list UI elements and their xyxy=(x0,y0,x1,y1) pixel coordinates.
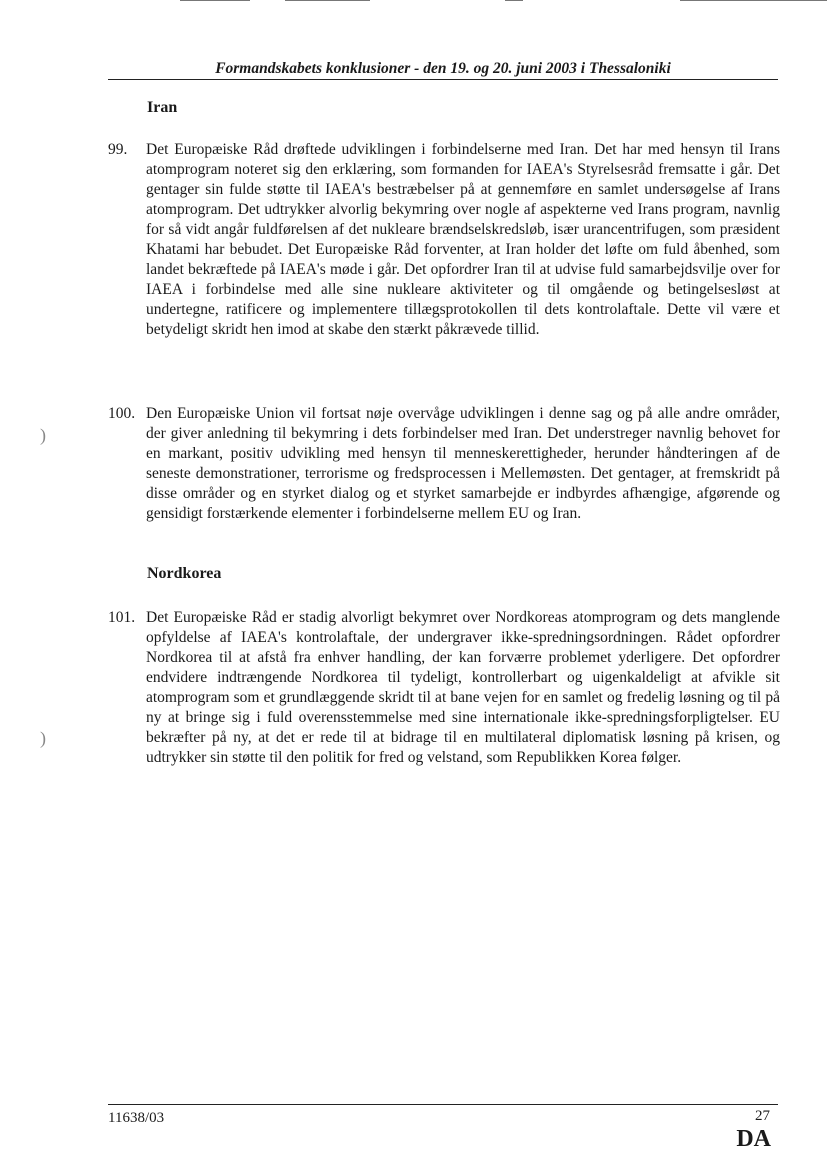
language-code: DA xyxy=(736,1126,771,1152)
document-reference: 11638/03 xyxy=(108,1110,165,1126)
paragraph-text: Det Europæiske Råd drøftede udviklingen i forbindelserne med Iran. Det har med hensyn til Irans atomprogram noteret sig den erklæring, som formanden for IAEA's Styrelsesråd fremsatte i går. Det gentager sin fulde støtte til IAEA's bestræbelser på at gennemføre en samlet undersøgelse af Irans atomprogram. Det udtrykker alvorlig bekymring over nogle af aspekterne ved Irans program, navnlig for så vidt angår fuldførelsen af det nukleare brændselskredsløb, især urancentrifugen, som præsident Khatami har bebudet. Det Europæiske Råd forventer, at Iran holder det løfte om fuld åbenhed, som landet bekræftede på IAEA's møde i går. Det opfordrer Iran til at udvise fuld samarbejdsvilje over for IAEA i forbindelse med alle sine nukleare aktiviteter og til omgående og betingelsesløst at undertegne, ratificere og implementere tillægsprotokollen til dets kontrolaftale. Dette vil være et betydeligt skridt hen imod at skabe den stærkt påkrævede tillid. xyxy=(146,141,780,338)
paragraph-number: 100. xyxy=(108,405,136,422)
section-heading-iran: Iran xyxy=(147,99,178,116)
running-header: Formandskabets konklusioner - den 19. og 20. juni 2003 i Thessaloniki xyxy=(215,60,671,77)
paragraph-text: Det Europæiske Råd er stadig alvorligt bekymret over Nordkoreas atomprogram og dets manglende opfyldelse af IAEA's kontrolaftale, der undergraver ikke-spredningsordningen. Rådet opfordrer Nordkorea til at afstå fra enhver handling, der kan forværre problemet yderligere. Det opfordrer endvidere indtrængende Nordkorea til tydeligt, kontrollerbart og uigenkaldeligt at afvikle sit atomprogram som et grundlæggende skridt til at bane vejen for en samlet og fredelig løsning og til på ny at bringe sig i fuld overensstemmelse med sine internationale ikke-spredningsforpligtelser. EU bekræfter på ny, at det er rede til at bidrage til en multilateral diplomatisk løsning på krisen, og udtrykker sin støtte til den politik for fred og velstand, som Republikken Korea følger. xyxy=(146,609,780,766)
section-heading-nordkorea: Nordkorea xyxy=(147,565,222,582)
paragraph-101 xyxy=(108,608,780,768)
paragraph-100 xyxy=(108,404,780,524)
scan-edge-marks xyxy=(0,0,827,6)
paragraph-number: 101. xyxy=(108,609,136,626)
page-number: 27 xyxy=(755,1108,770,1124)
paragraph-99 xyxy=(108,140,780,340)
binding-hole-mark-icon: ) xyxy=(40,728,46,748)
paragraph-number: 99. xyxy=(108,141,128,158)
binding-hole-mark-icon: ) xyxy=(40,425,46,445)
paragraph-text: Den Europæiske Union vil fortsat nøje overvåge udviklingen i denne sag og på alle andre områder, der giver anledning til bekymring i dets forbindelser med Iran. Det understreger navnlig behovet for en markant, positiv udvikling med hensyn til menneskerettigheder, herunder håndteringen af de seneste demonstrationer, terrorisme og fredsprocessen i Mellemøsten. Det gentager, at fremskridt på disse områder og en styrket dialog og et styrket samarbejde er indbyrdes afhængige, afgørende og gensidigt forstærkende elementer i forbindelserne mellem EU og Iran. xyxy=(146,405,780,522)
footer-rule xyxy=(108,1104,778,1105)
header-rule xyxy=(108,79,778,80)
